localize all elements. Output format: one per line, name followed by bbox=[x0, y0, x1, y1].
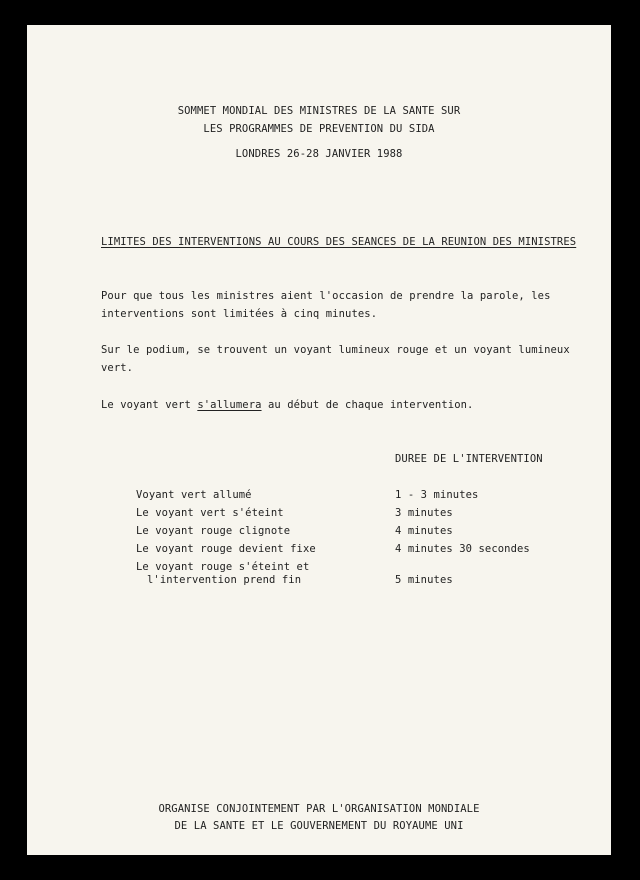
paragraph-1-line-1: Pour que tous les ministres aient l'occasion de prendre la parole, les bbox=[101, 290, 551, 302]
document-page bbox=[27, 25, 611, 855]
table-row-label-continued: l'intervention prend fin bbox=[147, 574, 302, 586]
footer-line-1: ORGANISE CONJOINTEMENT PAR L'ORGANISATION MONDIALE bbox=[158, 803, 480, 815]
table-row-duration: 4 minutes bbox=[395, 525, 453, 537]
table-row-duration: 4 minutes 30 secondes bbox=[395, 543, 530, 555]
table-row-duration: 1 - 3 minutes bbox=[395, 489, 479, 501]
header-date: LONDRES 26-28 JANVIER 1988 bbox=[235, 148, 403, 160]
table-row-label: Le voyant rouge s'éteint et bbox=[136, 561, 310, 573]
section-title: LIMITES DES INTERVENTIONS AU COURS DES SEANCES DE LA REUNION DES MINISTRES bbox=[101, 236, 577, 248]
paragraph-3 bbox=[101, 399, 473, 411]
footer-line-2: DE LA SANTE ET LE GOUVERNEMENT DU ROYAUME UNI bbox=[174, 820, 464, 832]
header-line-1: SOMMET MONDIAL DES MINISTRES DE LA SANTE SUR bbox=[177, 105, 461, 117]
table-row-duration: 5 minutes bbox=[395, 574, 453, 586]
header-line-2: LES PROGRAMMES DE PREVENTION DU SIDA bbox=[203, 123, 435, 135]
table-row-label: Voyant vert allumé bbox=[136, 489, 252, 501]
paragraph-1-line-2: interventions sont limitées à cinq minutes. bbox=[101, 308, 378, 320]
paragraph-3-text-before: Le voyant vert bbox=[101, 399, 198, 411]
paragraph-3-underlined: s'allumera bbox=[197, 399, 262, 411]
table-row-duration: 3 minutes bbox=[395, 507, 453, 519]
paragraph-2-line-1: Sur le podium, se trouvent un voyant lumineux rouge et un voyant lumineux bbox=[101, 344, 570, 356]
table-header: DUREE DE L'INTERVENTION bbox=[395, 453, 543, 465]
table-row-label: Le voyant rouge clignote bbox=[136, 525, 291, 537]
paragraph-2-line-2: vert. bbox=[101, 362, 134, 374]
table-row-label: Le voyant rouge devient fixe bbox=[136, 543, 316, 555]
table-row-label: Le voyant vert s'éteint bbox=[136, 507, 284, 519]
paragraph-3-text-after: au début de chaque intervention. bbox=[261, 399, 474, 411]
